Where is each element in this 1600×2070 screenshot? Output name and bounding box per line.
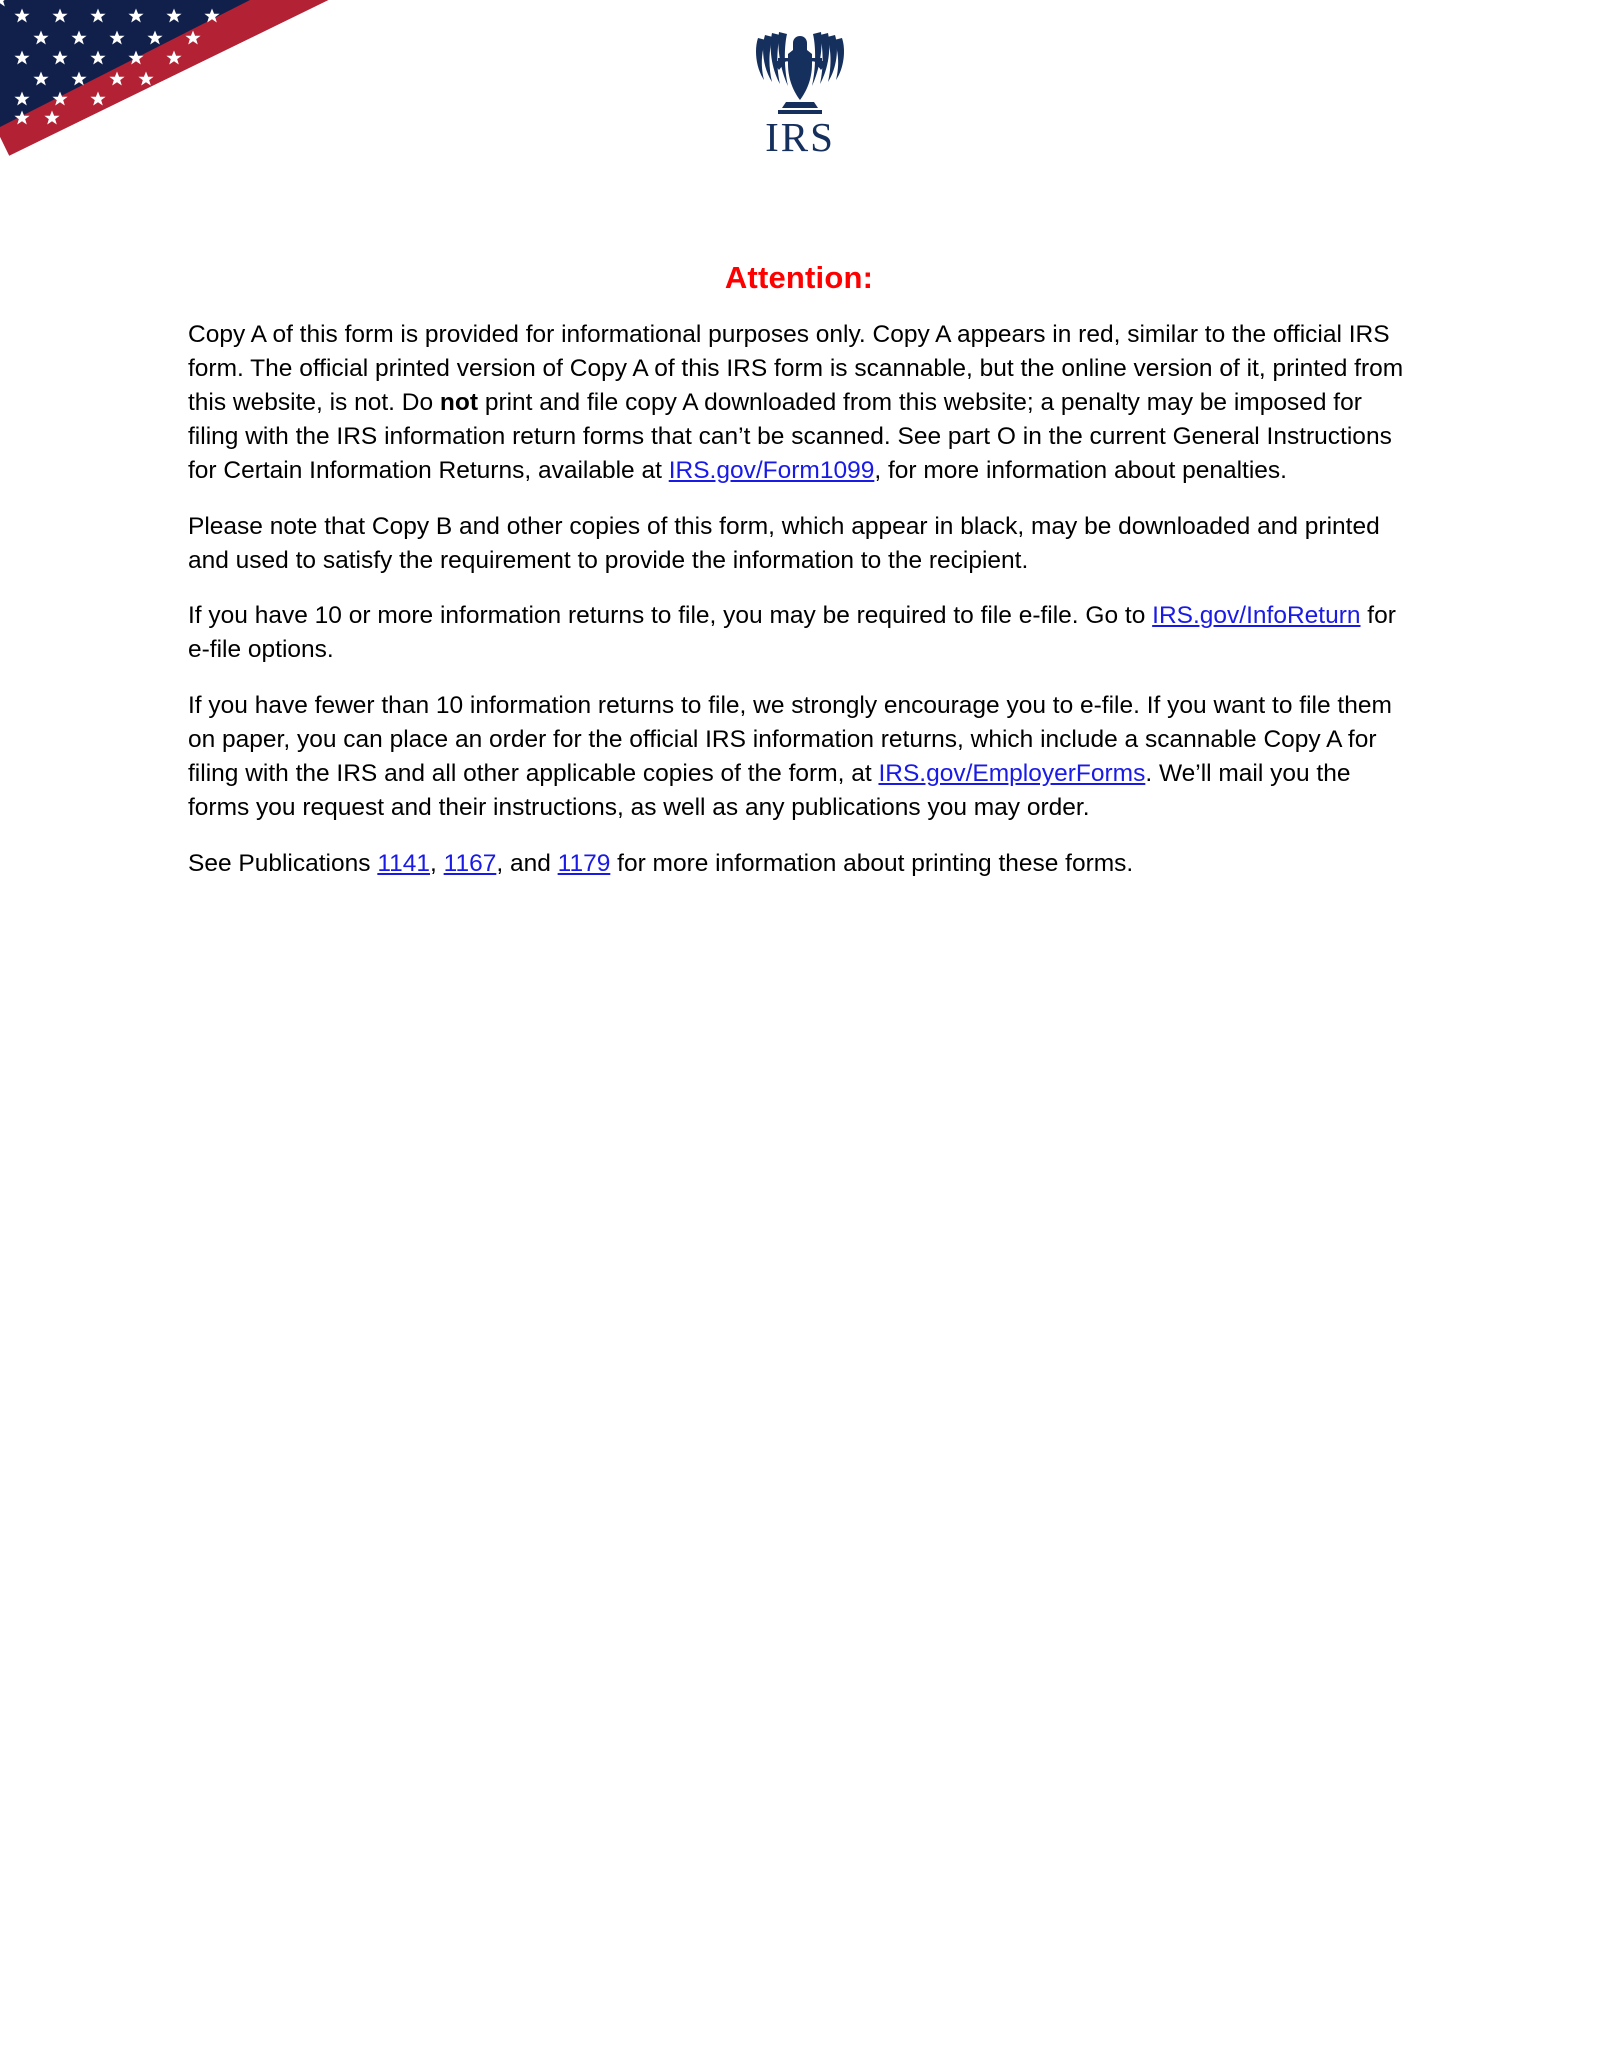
link-irs-gov-form1099[interactable]: IRS.gov/Form1099: [668, 456, 875, 484]
body-text: for more information about printing these forms.: [610, 849, 1134, 877]
link-irs-gov-employerforms[interactable]: IRS.gov/EmployerForms: [878, 760, 1146, 788]
link-1167[interactable]: 1167: [443, 849, 497, 877]
link-irs-gov-inforeturn[interactable]: IRS.gov/InfoReturn: [1152, 602, 1361, 630]
body-text: Copy A of this form is provided for informational purposes only. Copy A appears in red, similar to the official IRS form. The official printed version of Copy A of this IRS form is scannable, but the online version of it, printed from this website, is not. Do: [188, 321, 1404, 416]
irs-wordmark: IRS: [765, 114, 835, 160]
paragraph-copy-a-notice: [188, 318, 1410, 488]
paragraph-copy-b-notice: [188, 510, 1410, 578]
us-flag-corner-graphic: [0, 0, 395, 200]
paragraph-efile-fewer-than-ten: [188, 689, 1410, 825]
paragraph-efile-ten-or-more: [188, 599, 1410, 667]
link-1141[interactable]: 1141: [377, 849, 431, 877]
body-text: If you have 10 or more information returns to file, you may be required to file e-file. Go to: [188, 602, 1153, 630]
irs-eagle-scales-logo: [752, 28, 848, 116]
body-text: print and file copy A downloaded from this website; a penalty may be imposed for filing with the IRS information return forms that can’t be scanned. See part O in the current General Instructions for Certain Information Returns, available at: [188, 388, 1392, 484]
body-text: See Publications: [188, 849, 378, 877]
body-text: . We’ll mail you the forms you request and their instructions, as well as any publications you may order.: [188, 760, 1351, 822]
link-1179[interactable]: 1179: [557, 849, 611, 877]
body-text: Please note that Copy B and other copies of this form, which appear in black, may be downloaded and printed and used to satisfy the requirement to provide the information to the recipient.: [188, 512, 1380, 574]
paragraph-publications-note: [188, 847, 1410, 881]
irs-logo: [735, 28, 865, 158]
notice-body: [188, 318, 1410, 881]
page-title: Attention:: [724, 260, 874, 295]
body-text: , for more information about penalties.: [874, 456, 1287, 484]
body-text: If you have fewer than 10 information returns to file, we strongly encourage you to e-file. If you want to file them on paper, you can place an order for the official IRS information returns, which include a scannable Copy A for filing with the IRS and all other applicable copies of the form, at: [188, 692, 1392, 788]
emphasis-text: not: [439, 388, 479, 416]
body-text: for e-file options.: [188, 602, 1396, 664]
body-text: ,: [430, 849, 444, 877]
attention-notice: [188, 260, 1410, 881]
body-text: , and: [496, 849, 558, 877]
